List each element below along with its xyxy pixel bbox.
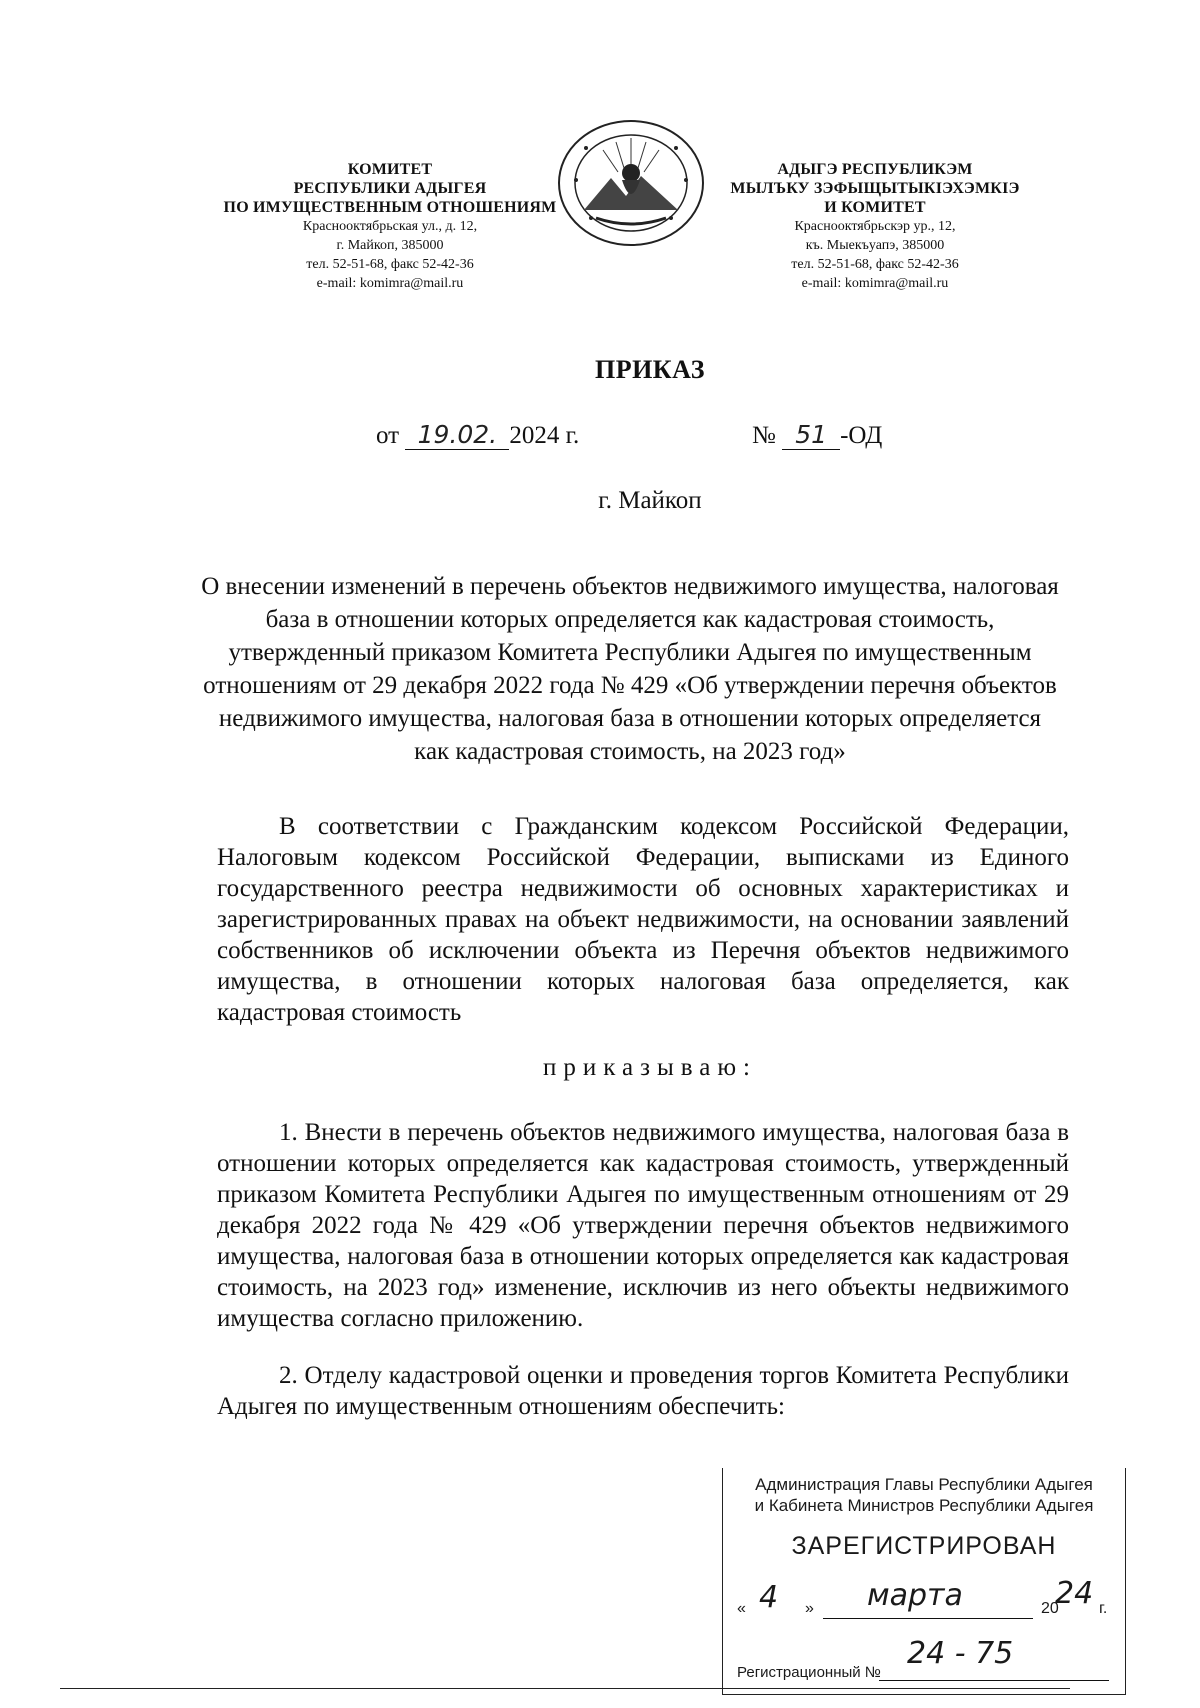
header-right-org-line: МЫЛЪКУ ЗЭФЫЩЫТЫКIЭХЭМКIЭ bbox=[730, 180, 1020, 197]
number-suffix: -ОД bbox=[840, 422, 883, 449]
stamp-year-prefix: 20 bbox=[1041, 1600, 1059, 1617]
date-year: 2024 г. bbox=[509, 422, 580, 449]
document-city: г. Майкоп bbox=[598, 487, 702, 514]
footer-rule bbox=[60, 1688, 1070, 1689]
header-right-address-line: e-mail: komimra@mail.ru bbox=[801, 276, 949, 291]
header-left-address-line: e-mail: komimra@mail.ru bbox=[316, 276, 464, 291]
stamp-reg-row bbox=[737, 1636, 1117, 1684]
stamp-org-line: Администрация Главы Республики Адыгея bbox=[755, 1475, 1093, 1494]
document-date bbox=[376, 420, 579, 450]
header-left-address-line: тел. 52-51-68, факс 52-42-36 bbox=[306, 257, 474, 272]
stamp-month-underline bbox=[823, 1618, 1033, 1619]
header-right-address-line: къ. Мыекъуапэ, 385000 bbox=[805, 238, 945, 253]
stamp-status: ЗАРЕГИСТРИРОВАН bbox=[791, 1532, 1057, 1560]
header-right-address-line: тел. 52-51-68, факс 52-42-36 bbox=[791, 257, 959, 272]
header-right-org-line: И КОМИТЕТ bbox=[824, 199, 926, 216]
header-right-address-line: Краснооктябрьскэр ур., 12, bbox=[794, 219, 956, 234]
stamp-day-handwritten: 4 bbox=[759, 1580, 779, 1615]
stamp-month-handwritten: марта bbox=[867, 1578, 963, 1613]
stamp-reg-underline bbox=[879, 1680, 1109, 1681]
header-left-org-line: РЕСПУБЛИКИ АДЫГЕЯ bbox=[293, 180, 487, 197]
document-subject: О внесении изменений в перечень объектов недвижимого имущества, налоговая база в отношении которых определяется как кадастровая стоимость, утвержденный приказом Комитета Республики Адыгея по имущественным отношениям от 29 декабря 2022 года № 429 «Об утверждении перечня объектов недвижимого имущества, налоговая база в отношении которых определяется как кадастровая стоимость, на 2023 год» bbox=[201, 573, 1059, 765]
number-prefix: № bbox=[752, 422, 776, 449]
document-preamble: В соответствии с Гражданским кодексом Российской Федерации, Налоговым кодексом Российской Федерации, выписками из Единого государственного реестра недвижимости об основных характеристиках и зарегистрированных правах на объект недвижимости, на основании заявлений собственников об исключении объекта из Перечня объектов недвижимого имущества, в отношении которых налоговая база определяется, как кадастровая стоимость bbox=[217, 813, 1069, 1026]
header-left-address-line: г. Майкоп, 385000 bbox=[336, 238, 444, 253]
order-item-2: 2. Отделу кадастровой оценки и проведения торгов Комитета Республики Адыгея по имущественным отношениям обеспечить: bbox=[217, 1362, 1069, 1420]
date-prefix: от bbox=[376, 422, 400, 449]
order-item-1: 1. Внести в перечень объектов недвижимого имущества, налоговая база в отношении которых определяется как кадастровая стоимость, утвержденный приказом Комитета Республики Адыгея по имущественным отношениям от 29 декабря 2022 года № 429 «Об утверждении перечня объектов недвижимого имущества, налоговая база в отношении которых определяется как кадастровая стоимость, на 2023 год» изменение, исключив из него объекты недвижимого имущества согласно приложению. bbox=[217, 1119, 1069, 1332]
header-left-block bbox=[195, 160, 585, 293]
date-handwritten: 19.02. bbox=[405, 420, 509, 450]
registration-stamp bbox=[722, 1468, 1126, 1695]
stamp-close-quote: » bbox=[805, 1600, 814, 1617]
republic-of-adygea-emblem-icon bbox=[556, 118, 706, 248]
number-handwritten: 51 bbox=[782, 420, 840, 450]
header-left-org-line: ПО ИМУЩЕСТВЕННЫМ ОТНОШЕНИЯМ bbox=[223, 199, 557, 216]
order-word: приказываю: bbox=[543, 1054, 757, 1081]
stamp-reg-number-handwritten: 24 - 75 bbox=[907, 1636, 1014, 1671]
document-number bbox=[752, 420, 882, 450]
document-title: ПРИКАЗ bbox=[594, 355, 706, 384]
header-left-address-line: Краснооктябрьская ул., д. 12, bbox=[302, 219, 478, 234]
stamp-reg-label: Регистрационный № bbox=[737, 1664, 881, 1681]
stamp-date-row bbox=[737, 1576, 1117, 1626]
stamp-open-quote: « bbox=[737, 1600, 746, 1617]
stamp-year-suffix: г. bbox=[1099, 1600, 1108, 1617]
header-right-block bbox=[705, 160, 1045, 293]
header-left-org-line: КОМИТЕТ bbox=[347, 161, 433, 178]
stamp-year-handwritten: 24 bbox=[1055, 1576, 1094, 1611]
header-right-org-line: АДЫГЭ РЕСПУБЛИКЭМ bbox=[777, 161, 973, 178]
stamp-org-line: и Кабинета Министров Республики Адыгея bbox=[754, 1496, 1094, 1515]
